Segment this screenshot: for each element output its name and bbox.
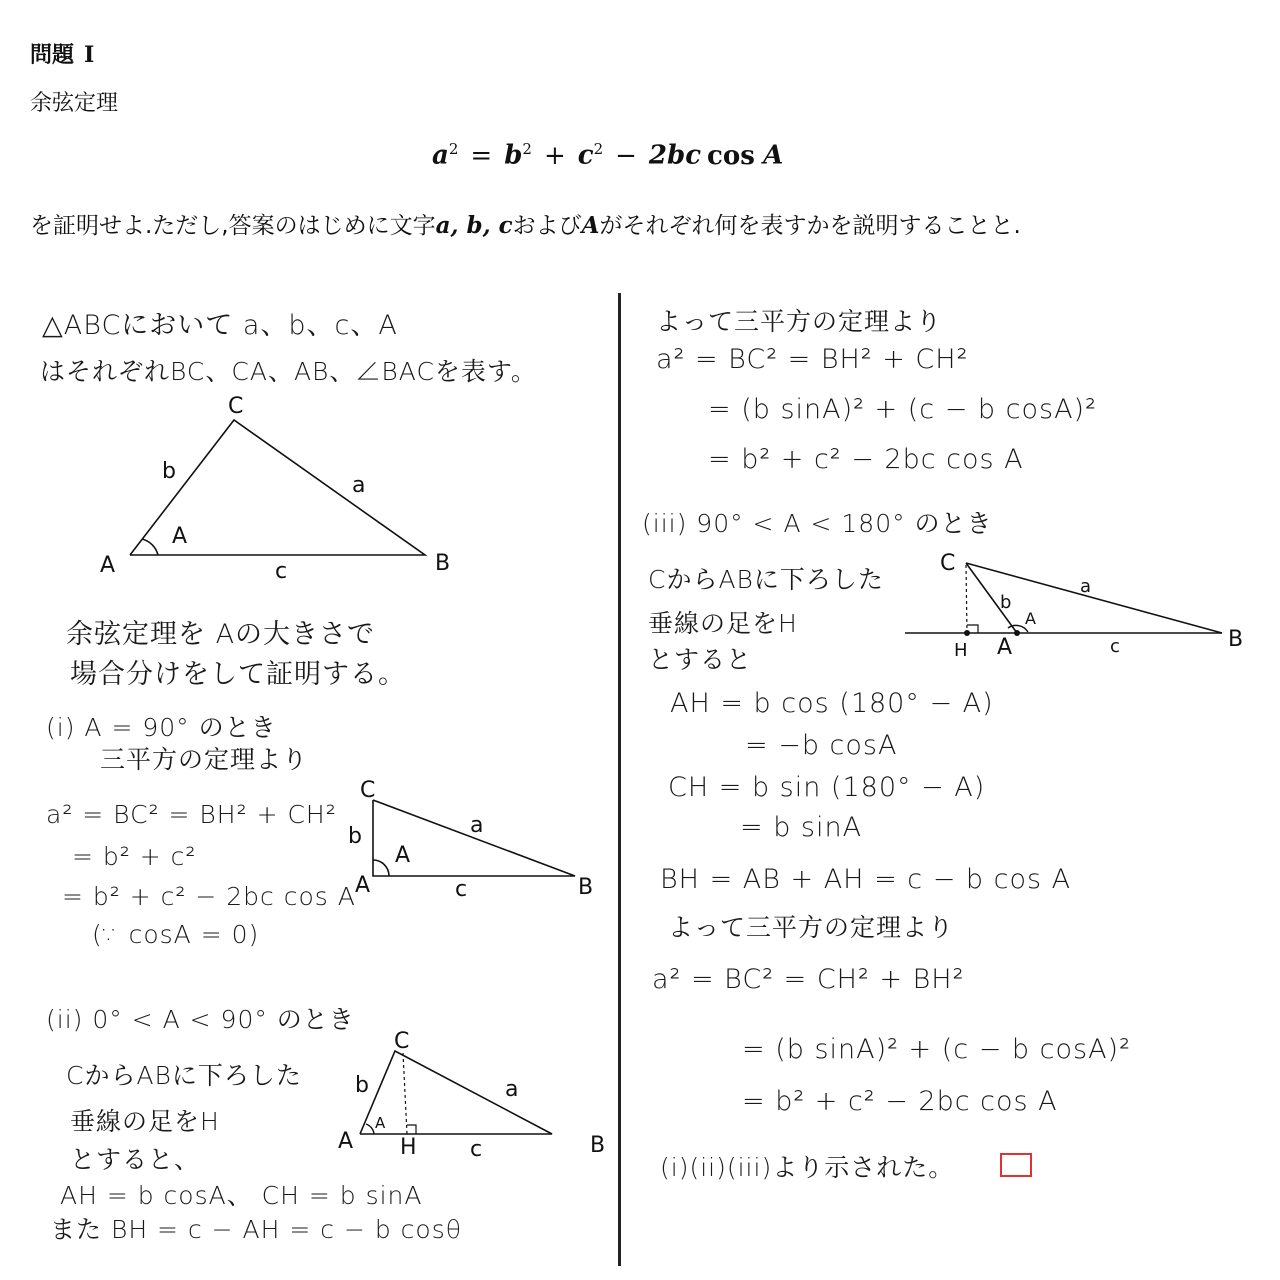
case3-line3: とすると xyxy=(648,645,753,674)
vertex-B: B xyxy=(578,875,594,900)
foot-H: H xyxy=(954,640,968,661)
vertex-A: A xyxy=(338,1129,354,1154)
case3-heading: (iii) 90° < A < 180° のとき xyxy=(642,509,993,538)
case3-reason: よって三平方の定理より xyxy=(668,913,955,942)
side-c: c xyxy=(455,877,468,902)
formula-exp: 2 xyxy=(522,140,532,158)
case3-ch1: CH = b sin (180° − A) xyxy=(668,772,986,803)
intro-line-2: はそれぞれBC、CA、AB、∠BACを表す。 xyxy=(40,357,537,386)
plan-line-2: 場合分けをして証明する。 xyxy=(70,659,406,690)
case1-eq2: = b² + c² xyxy=(72,842,197,871)
side-a: a xyxy=(470,813,484,838)
case2-line1: CからABに下ろした xyxy=(66,1061,302,1090)
problem-title-label: 問題 xyxy=(30,43,75,68)
formula-b: b xyxy=(504,140,523,171)
case2-cont-eq2: = (b sinA)² + (c − b cosA)² xyxy=(708,394,1097,425)
case3-line1: CからABに下ろした xyxy=(648,565,884,594)
problem-number: I xyxy=(84,42,95,68)
side-a: a xyxy=(352,473,366,498)
plan-line-1: 余弦定理を Aの大きさで xyxy=(66,619,376,650)
prompt-text: がそれぞれ何を表すかを説明することと. xyxy=(599,213,1021,239)
prompt-text: を証明せよ.ただし,答案のはじめに文字 xyxy=(30,213,436,239)
case2-cont-eq1: a² = BC² = BH² + CH² xyxy=(656,344,969,375)
case2-eq1: AH = b cosA、 CH = b sinA xyxy=(60,1181,423,1210)
case3-eq2: = (b sinA)² + (c − b cosA)² xyxy=(742,1034,1131,1065)
formula-a: a xyxy=(432,140,449,171)
formula-minus: − xyxy=(615,140,637,171)
formula-exp: 2 xyxy=(448,140,459,158)
case2-heading: (ii) 0° < A < 90° のとき xyxy=(46,1005,355,1034)
formula-2bc: 2bc xyxy=(648,140,702,171)
vertex-C: C xyxy=(228,394,244,419)
side-b: b xyxy=(1000,592,1012,613)
formula-plus: + xyxy=(543,140,566,171)
case3-ah1: AH = b cos (180° − A) xyxy=(670,688,994,719)
case3-line2: 垂線の足をH xyxy=(648,609,798,638)
case2-cont-eq3: = b² + c² − 2bc cos A xyxy=(708,444,1024,475)
vertex-B: B xyxy=(590,1133,606,1158)
vertex-B: B xyxy=(435,551,451,576)
case1-eq3: = b² + c² − 2bc cos A xyxy=(62,882,356,911)
side-c: c xyxy=(275,559,288,584)
vertex-C: C xyxy=(360,778,376,803)
intro-line-1: △ABCにおいて a、b、c、A xyxy=(42,310,398,341)
formula-eq: = xyxy=(470,140,493,171)
case3-eq3: = b² + c² − 2bc cos A xyxy=(742,1086,1058,1117)
case3-ah2: = −b cosA xyxy=(745,730,898,761)
problem-subtitle: 余弦定理 xyxy=(30,91,119,116)
foot-H: H xyxy=(400,1135,417,1160)
formula-A: A xyxy=(763,140,784,171)
case3-eq1: a² = BC² = CH² + BH² xyxy=(652,964,965,995)
side-b: b xyxy=(162,459,176,484)
case1-reason: 三平方の定理より xyxy=(100,745,309,774)
prompt-vars: a, b, c xyxy=(435,212,513,239)
side-a: a xyxy=(1080,576,1092,597)
side-b: b xyxy=(348,824,362,849)
case3-ch2: = b sinA xyxy=(740,812,863,843)
case3-bh: BH = AB + AH = c − b cos A xyxy=(660,864,1072,895)
formula-c: c xyxy=(577,140,594,171)
case2-line3: とすると、 xyxy=(70,1145,201,1174)
conclusion: (i)(ii)(iii)より示された。 xyxy=(660,1153,955,1182)
case2-line2: 垂線の足をH xyxy=(70,1107,220,1136)
case1-eq1: a² = BC² = BH² + CH² xyxy=(46,800,337,829)
side-c: c xyxy=(470,1137,483,1162)
case2-eq2: また BH = c − AH = c − b cosθ xyxy=(50,1215,463,1244)
qed-box-icon xyxy=(1000,1153,1032,1177)
vertex-C: C xyxy=(940,551,956,576)
case1-note: (∵ cosA = 0) xyxy=(92,920,260,949)
prompt-var-A: A xyxy=(581,212,600,239)
side-a: a xyxy=(505,1077,519,1102)
angle-A-label: A xyxy=(395,843,411,868)
side-c: c xyxy=(1110,636,1120,657)
angle-A-label: A xyxy=(1025,609,1036,628)
formula-cos: cos xyxy=(707,140,755,171)
vertex-A: A xyxy=(355,873,371,898)
vertex-A: A xyxy=(997,635,1013,660)
angle-A-label: A xyxy=(375,1114,386,1132)
case2-cont-reason: よって三平方の定理より xyxy=(656,307,943,336)
vertex-C: C xyxy=(394,1029,410,1054)
vertex-A: A xyxy=(100,553,116,578)
case1-heading: (i) A = 90° のとき xyxy=(46,713,277,742)
angle-A-label: A xyxy=(172,524,188,549)
side-b: b xyxy=(355,1073,369,1098)
prompt-text: および xyxy=(512,213,582,239)
vertex-B: B xyxy=(1228,627,1244,652)
formula-exp: 2 xyxy=(593,140,604,158)
